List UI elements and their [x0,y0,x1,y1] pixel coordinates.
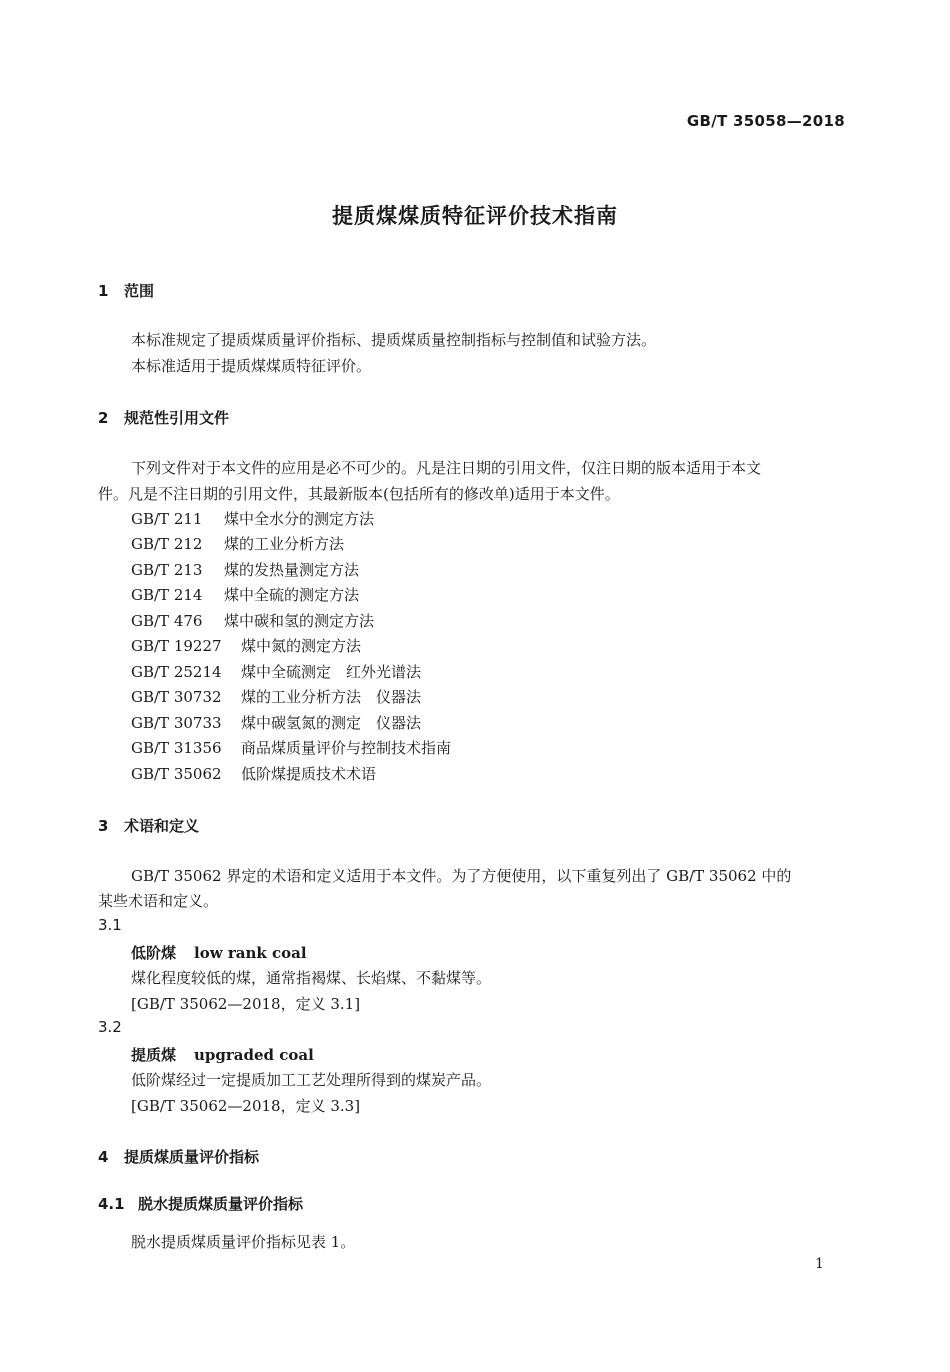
reference-item [131,584,359,605]
reference-title: 商品煤质量评价与控制技术指南 [241,739,452,757]
section-number: 3 [98,817,109,835]
section-title: 规范性引用文件 [124,409,230,427]
page-number: 1 [815,1256,824,1272]
section-1-heading [98,280,154,301]
reference-code: GB/T 35062 [131,765,222,783]
paragraph: 脱水提质煤质量评价指标见表 1。 [131,1233,356,1251]
reference-code: GB/T 476 [131,612,203,630]
reference-item [131,737,451,758]
reference-item [131,533,344,554]
term-definition: 低阶煤经过一定提质加工工艺处理所得到的煤炭产品。 [131,1071,492,1089]
section-number: 4 [98,1148,109,1166]
section-title: 范围 [124,282,155,300]
reference-title: 煤中碳和氢的测定方法 [224,612,375,630]
reference-code: GB/T 30733 [131,714,222,732]
standard-code: GB/T 35058—2018 [686,112,845,130]
reference-title: 煤中氮的测定方法 [241,637,362,655]
paragraph-continuation: 某些术语和定义。 [98,892,219,910]
section-number: 2 [98,409,109,427]
term-definition: 煤化程度较低的煤，通常指褐煤、长焰煤、不黏煤等。 [131,969,492,987]
term-name-cn: 低阶煤 [131,944,177,962]
reference-code: GB/T 212 [131,535,203,553]
reference-item [131,763,376,784]
term-number: 3.2 [98,1018,122,1036]
reference-item [131,712,421,733]
reference-code: GB/T 30732 [131,688,222,706]
subsection-4-1-heading [98,1193,303,1214]
section-4-heading [98,1146,259,1167]
reference-title: 煤中碳氢氮的测定 仪器法 [241,714,422,732]
subsection-number: 4.1 [98,1195,125,1213]
section-number: 1 [98,282,109,300]
reference-item [131,635,361,656]
paragraph: 本标准规定了提质煤质量评价指标、提质煤质量控制指标与控制值和试验方法。 [131,331,657,349]
reference-title: 煤的发热量测定方法 [224,561,360,579]
term-source: [GB/T 35062—2018，定义 3.3] [131,1097,361,1115]
section-title: 术语和定义 [124,817,200,835]
reference-title: 煤的工业分析方法 [224,535,345,553]
reference-code: GB/T 213 [131,561,203,579]
reference-item [131,559,359,580]
reference-title: 煤的工业分析方法 仪器法 [241,688,422,706]
reference-item [131,661,421,682]
reference-code: GB/T 31356 [131,739,222,757]
reference-code: GB/T 25214 [131,663,222,681]
paragraph-continuation: 件。凡是不注日期的引用文件，其最新版本(包括所有的修改单)适用于本文件。 [98,485,620,503]
section-2-heading [98,407,229,428]
term-number: 3.1 [98,916,122,934]
reference-title: 煤中全水分的测定方法 [224,510,375,528]
section-3-heading [98,815,199,836]
subsection-title: 脱水提质煤质量评价指标 [138,1195,304,1213]
term-name-en: upgraded coal [194,1046,314,1064]
section-title: 提质煤质量评价指标 [124,1148,260,1166]
reference-code: GB/T 211 [131,510,203,528]
term-source: [GB/T 35062—2018，定义 3.1] [131,995,361,1013]
reference-item [131,508,374,529]
paragraph: GB/T 35062 界定的术语和定义适用于本文件。为了方便使用，以下重复列出了 GB/T 35062 中的 [131,867,792,885]
reference-title: 低阶煤提质技术术语 [241,765,377,783]
paragraph: 本标准适用于提质煤煤质特征评价。 [131,357,372,375]
term-name [131,942,307,963]
paragraph: 下列文件对于本文件的应用是必不可少的。凡是注日期的引用文件，仅注日期的版本适用于本文 [131,459,762,477]
document-title: 提质煤煤质特征评价技术指南 [332,204,618,228]
reference-item [131,686,421,707]
term-name [131,1044,314,1065]
reference-title: 煤中全硫测定 红外光谱法 [241,663,422,681]
reference-item [131,610,374,631]
reference-title: 煤中全硫的测定方法 [224,586,360,604]
reference-code: GB/T 214 [131,586,203,604]
term-name-cn: 提质煤 [131,1046,177,1064]
term-name-en: low rank coal [194,944,307,962]
reference-code: GB/T 19227 [131,637,222,655]
